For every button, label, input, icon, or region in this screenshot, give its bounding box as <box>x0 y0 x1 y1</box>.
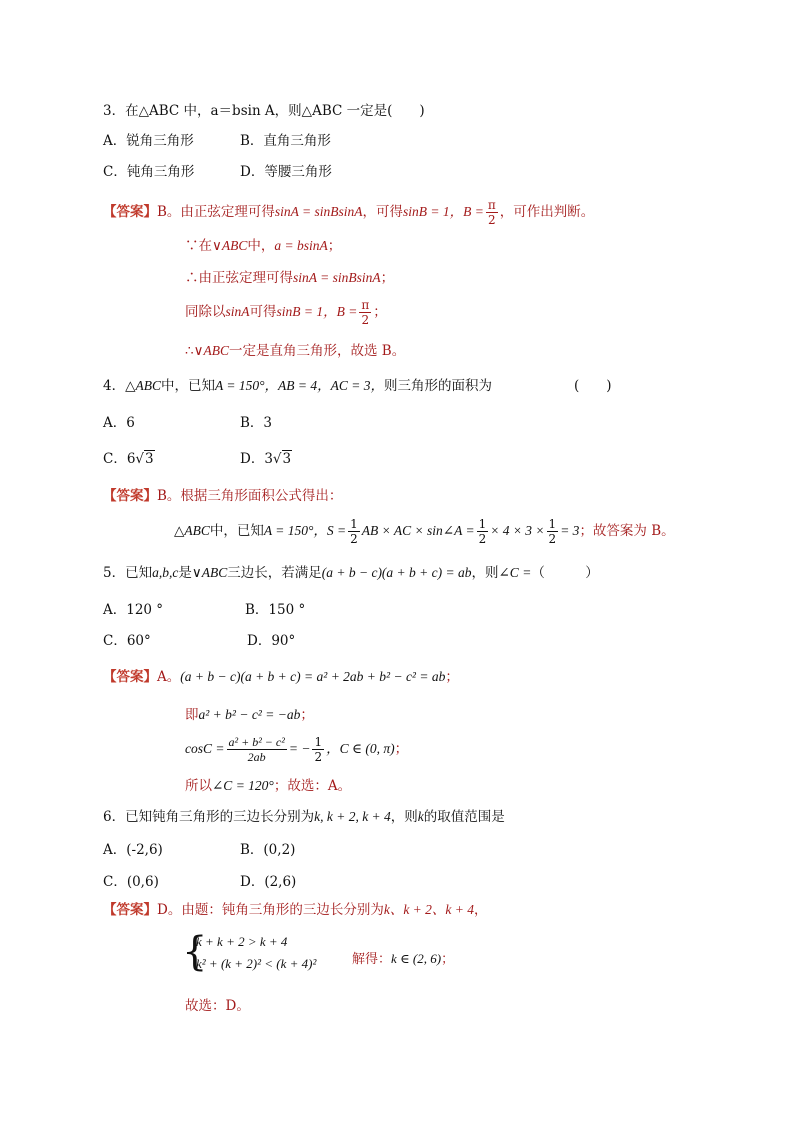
q5-option-a: A．120 ° <box>103 602 164 618</box>
q4-answer: 【答案】B。根据三角形面积公式得出： <box>103 488 343 504</box>
q6-option-c: C．(0,6) <box>103 874 159 890</box>
answer-tag: 【答案】 <box>103 902 157 918</box>
q5-answer: 【答案】A。(a + b − c)(a + b + c) = a² + 2ab + b² − c² = ab； <box>103 669 459 685</box>
q3-answer: 【答案】B。由正弦定理可得sinA = sinBsinA，可得sinB = 1，B = $\frac{\pi}{2}$ ，可作出判断。 <box>103 198 595 227</box>
q6-solve: 解得：k ∈ (2, 6)； <box>352 951 455 967</box>
q3-option-c: C．钝角三角形 <box>103 164 195 180</box>
answer-tag: 【答案】 <box>103 669 157 685</box>
q5-option-b: B．150 ° <box>245 602 306 618</box>
q6-answer: 【答案】D。由题：钝角三角形的三边长分别为k、k + 2、k + 4， <box>103 902 488 918</box>
q3-solution-line-2: ∴由正弦定理可得sinA = sinBsinA； <box>185 270 395 286</box>
q3-option-a: A．锐角三角形 <box>103 133 194 149</box>
answer-tag: 【答案】 <box>103 488 157 504</box>
q3-option-d: D．等腰三角形 <box>240 164 332 180</box>
q5-solution-line-2: cosC = $\frac{\text{a² + b² − c²}}{2ab}$ = − $\frac{1}{2}$ ，C ∈ (0, π)； <box>185 735 409 764</box>
q6-inequality-1: k + k + 2 > k + 4 <box>196 934 288 949</box>
q5-solution-line-3: 所以∠C = 120°；故选：A。 <box>185 778 352 794</box>
q6-option-a: A．(-2,6) <box>103 842 163 858</box>
q3-solution-line-4: ∴∨ABC一定是直角三角形，故选 B。 <box>185 343 406 359</box>
q4-option-c: C．6√3 <box>103 451 154 467</box>
q3-option-b: B．直角三角形 <box>240 133 331 149</box>
q4-option-a: A．6 <box>103 415 135 431</box>
q4-option-b: B．3 <box>240 415 273 431</box>
q3-solution-line-3: 同除以sinA可得sinB = 1，B = $\frac{\pi}{2}$ ； <box>185 298 387 327</box>
q5-stem: 5．已知a,b,c是∨ABC三边长，若满足(a + b − c)(a + b + c) = ab，则∠C =（ ） <box>103 565 599 581</box>
q4-stem: 4．△ABC中，已知A = 150°，AB = 4，AC = 3，则三角形的面积为 <box>103 378 492 394</box>
q6-option-b: B．(0,2) <box>240 842 296 858</box>
brace: { <box>182 929 208 975</box>
q6-option-d: D．(2,6) <box>240 874 297 890</box>
q6-stem: 6．已知钝角三角形的三边长分别为k, k + 2, k + 4，则k的取值范围是 <box>103 809 505 825</box>
q4-solution: △ABC中，已知A = 150°，S = $\frac{1}{2}$ AB × AC × sin∠A = $\frac{1}{2}$ × 4 × 3 × $\frac{1}{2}$ = 3；故答案为 B。 <box>174 517 675 546</box>
answer-tag: 【答案】 <box>103 204 157 220</box>
q6-inequality-2: k² + (k + 2)² < (k + 4)² <box>196 956 317 971</box>
q3-stem: 3．在△ABC 中，a＝bsin A，则△ABC 一定是( ) <box>103 103 425 119</box>
q4-answer-paren: ( ) <box>574 378 612 394</box>
q4-option-d: D．3√3 <box>240 451 292 467</box>
q3-solution-line-1: ∵在∨ABC中，a = bsinA； <box>185 238 342 254</box>
q5-option-d: D．90° <box>247 633 296 649</box>
q6-inequality-system <box>182 929 582 980</box>
q5-option-c: C．60° <box>103 633 151 649</box>
q5-solution-line-1: 即a² + b² − c² = −ab； <box>185 707 314 723</box>
q6-final: 故选：D。 <box>185 998 250 1014</box>
